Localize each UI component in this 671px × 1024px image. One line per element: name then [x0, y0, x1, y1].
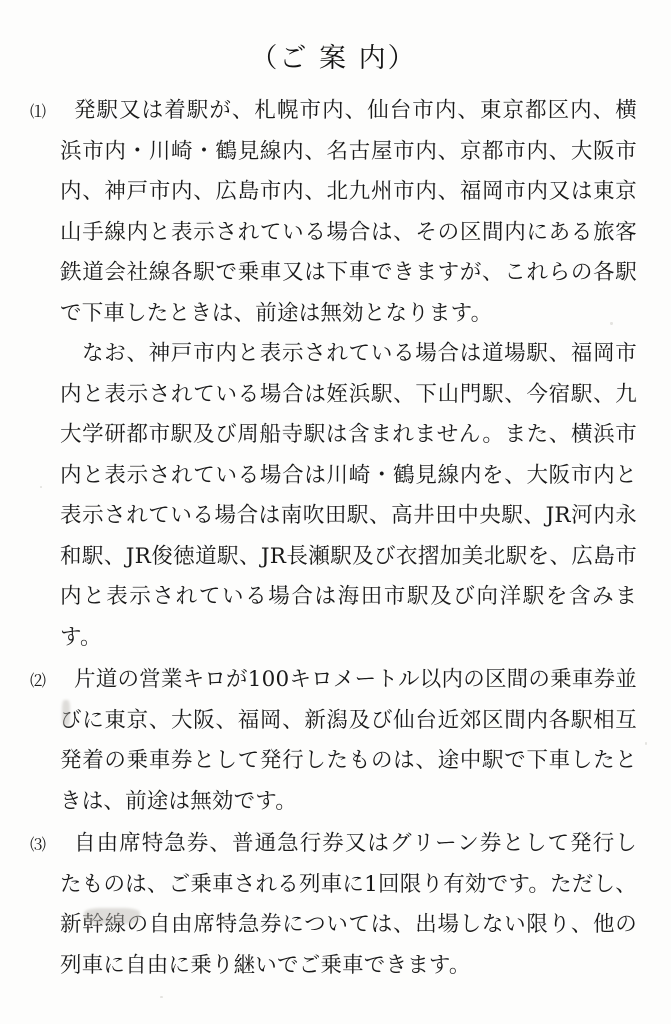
clause-marker: ⑵ [30, 671, 47, 690]
clause-body [60, 660, 637, 822]
clause-marker: ⑴ [30, 102, 47, 121]
clause-marker: ⑶ [30, 835, 47, 854]
clause-item [30, 91, 637, 658]
clause-body [60, 824, 637, 986]
page-title: （ご 案 内） [250, 43, 417, 74]
scan-speck [645, 742, 647, 745]
clause-body [60, 91, 637, 658]
scan-speck [160, 996, 163, 998]
clause-item [30, 824, 637, 986]
paragraph: 自由席特急券、普通急行券又はグリーン券として発行したものは、ご乗車される列車に1回限り有効です。ただし、新幹線の自由席特急券については、出場しない限り、他の列車に自由に乗り継いでご乗車できます。 [60, 831, 637, 978]
paragraph: 発駅又は着駅が、札幌市内、仙台市内、東京都区内、横浜市内・川崎・鶴見線内、名古屋市内、京都市内、大阪市内、神戸市内、広島市内、北九州市内、福岡市内又は東京山手線内と表示されている場合は、その区間内にある旅客鉄道会社線各駅で乗車又は下車できますが、これらの各駅で下車したときは、前途は無効となります。 [60, 98, 637, 326]
paragraph: なお、神戸市内と表示されている場合は道場駅、福岡市内と表示されている場合は姪浜駅、下山門駅、今宿駅、九大学研都市駅及び周船寺駅は含まれません。また、横浜市内と表示されている場合は川崎・鶴見線内を、大阪市内と表示されている場合は南吹田駅、高井田中央駅、JR河内永和駅、JR俊徳道駅、JR長瀬駅及び衣摺加美北駅を、広島市内と表示されている場合は海田市駅及び向洋駅を含みます。 [60, 341, 637, 650]
clause-item [30, 660, 637, 822]
paragraph: 片道の営業キロが100キロメートル以内の区間の乗車券並びに東京、大阪、福岡、新潟及び仙台近郊区間内各駅相互発着の乗車券として発行したものは、途中駅で下車したときは、前途は無効です。 [60, 667, 637, 814]
